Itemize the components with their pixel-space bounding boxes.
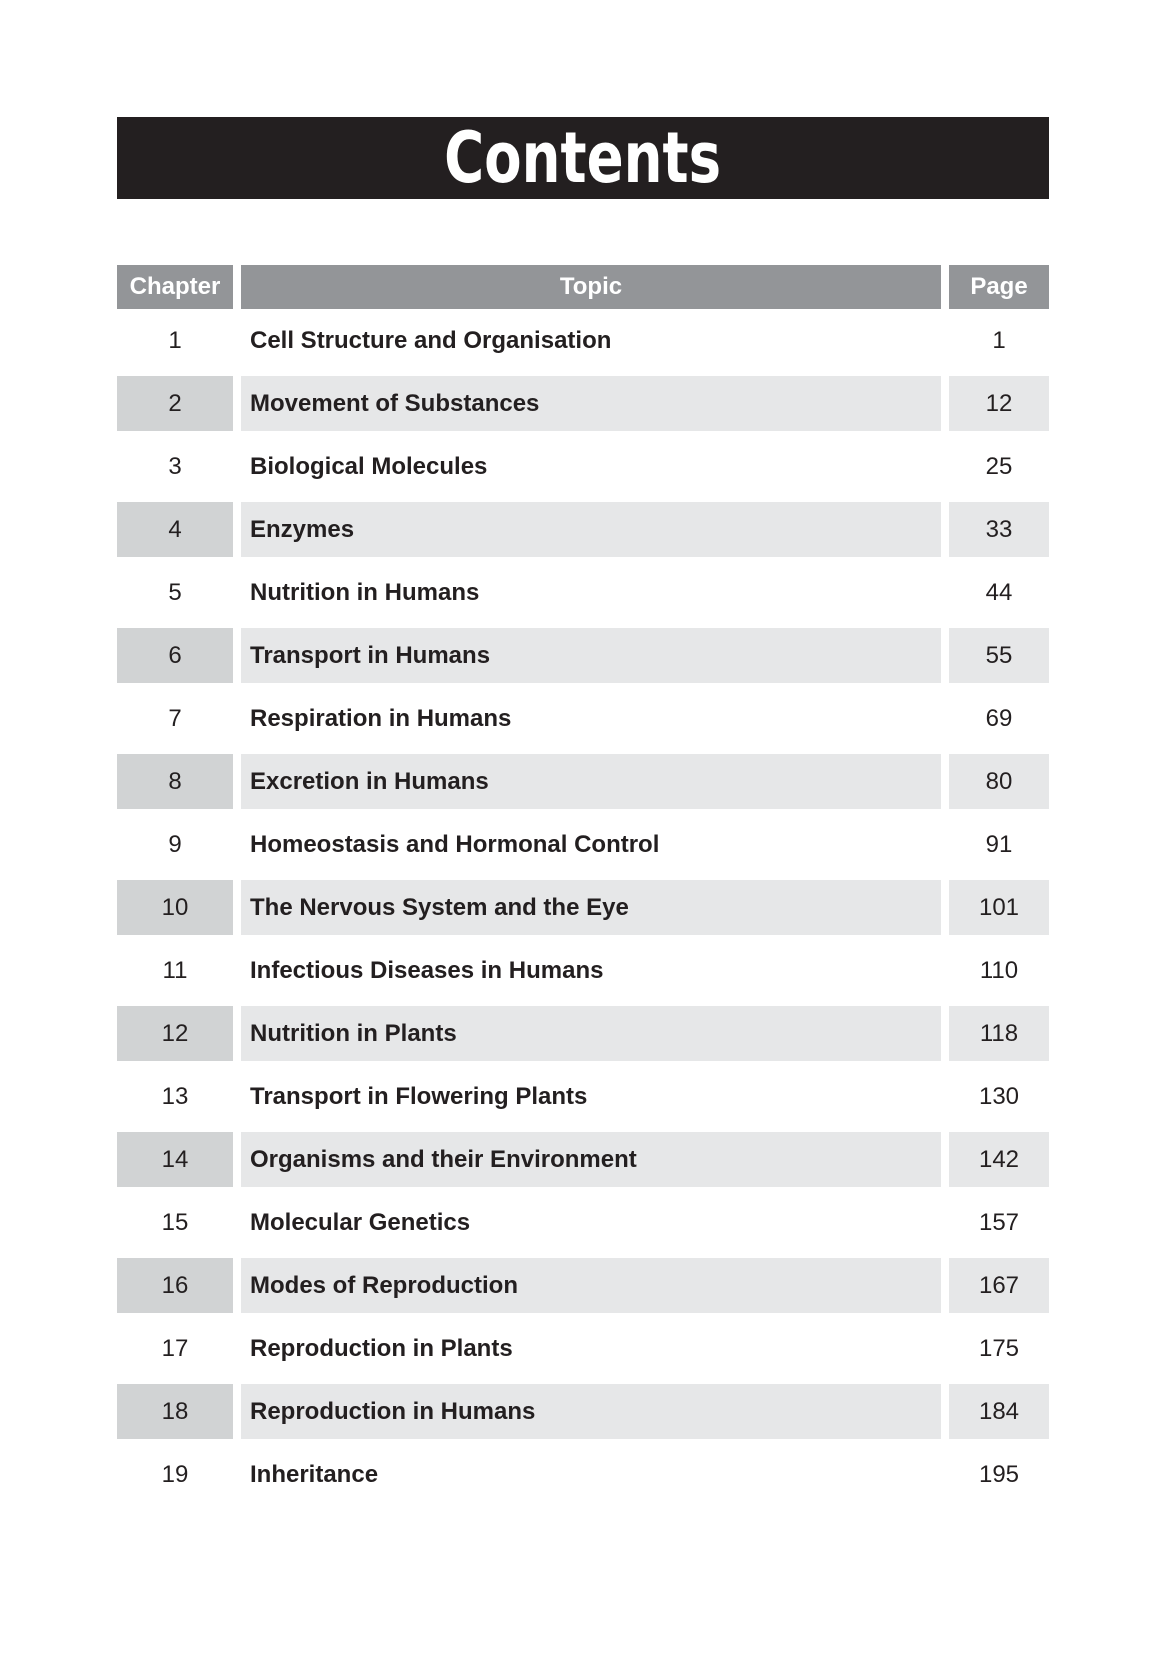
table-row [117, 624, 1049, 687]
topic-title: Molecular Genetics [250, 1208, 471, 1236]
chapter-number: 7 [168, 704, 182, 732]
topic-title: Movement of Substances [241, 376, 941, 431]
page-number: 142 [949, 1132, 1049, 1187]
page-title: Contents [444, 117, 722, 199]
table-row [117, 561, 1049, 624]
table-row [117, 1443, 1049, 1506]
chapter-number: 10 [117, 880, 233, 935]
table-row [117, 939, 1049, 1002]
page-number: 101 [949, 880, 1049, 935]
page-number: 44 [985, 578, 1013, 606]
topic-title: Respiration in Humans [250, 704, 512, 732]
table-row [117, 687, 1049, 750]
chapter-number: 9 [168, 830, 182, 858]
page-number: 69 [985, 704, 1013, 732]
chapter-number: 13 [161, 1082, 189, 1110]
chapter-number: 14 [117, 1132, 233, 1187]
page-number: 80 [949, 754, 1049, 809]
chapter-number: 2 [117, 376, 233, 431]
page-number: 118 [949, 1006, 1049, 1061]
page-number: 167 [949, 1258, 1049, 1313]
chapter-number: 19 [161, 1460, 189, 1488]
table-row [117, 1254, 1049, 1317]
table-row [117, 372, 1049, 435]
page-number: 33 [949, 502, 1049, 557]
chapter-number: 5 [168, 578, 182, 606]
topic-title: Excretion in Humans [241, 754, 941, 809]
table-row [117, 1065, 1049, 1128]
topic-title: Homeostasis and Hormonal Control [250, 830, 660, 858]
topic-title: Nutrition in Plants [241, 1006, 941, 1061]
table-row [117, 1128, 1049, 1191]
topic-title: Transport in Flowering Plants [250, 1082, 588, 1110]
header-page: Page [949, 265, 1049, 309]
header-chapter: Chapter [117, 265, 233, 309]
page-number: 195 [978, 1460, 1020, 1488]
chapter-number: 18 [117, 1384, 233, 1439]
page-number: 130 [978, 1082, 1020, 1110]
topic-title: Enzymes [241, 502, 941, 557]
chapter-number: 11 [162, 956, 188, 984]
page-number: 157 [978, 1208, 1020, 1236]
topic-title: The Nervous System and the Eye [241, 880, 941, 935]
topic-title: Reproduction in Plants [250, 1334, 513, 1362]
table-row [117, 1002, 1049, 1065]
header-topic: Topic [241, 265, 941, 309]
page-number: 1 [992, 326, 1006, 354]
topic-title: Infectious Diseases in Humans [250, 956, 604, 984]
chapter-number: 8 [117, 754, 233, 809]
table-row [117, 876, 1049, 939]
topic-title: Nutrition in Humans [250, 578, 480, 606]
page-number: 184 [949, 1384, 1049, 1439]
topic-title: Cell Structure and Organisation [250, 326, 612, 354]
table-row [117, 750, 1049, 813]
table-row [117, 1191, 1049, 1254]
topic-title: Biological Molecules [250, 452, 488, 480]
table-row [117, 1317, 1049, 1380]
chapter-number: 1 [168, 326, 182, 354]
page-number: 110 [979, 956, 1019, 984]
page-number: 55 [949, 628, 1049, 683]
page-number: 175 [978, 1334, 1020, 1362]
chapter-number: 3 [168, 452, 182, 480]
table-row [117, 309, 1049, 372]
topic-title: Organisms and their Environment [241, 1132, 941, 1187]
topic-title: Inheritance [250, 1460, 379, 1488]
page-number: 12 [949, 376, 1049, 431]
topic-title: Transport in Humans [241, 628, 941, 683]
chapter-number: 16 [117, 1258, 233, 1313]
table-body [117, 309, 1049, 1506]
contents-table [117, 265, 1049, 1506]
topic-title: Modes of Reproduction [241, 1258, 941, 1313]
page-number: 91 [985, 830, 1013, 858]
chapter-number: 12 [117, 1006, 233, 1061]
table-header [117, 265, 1049, 309]
table-row [117, 435, 1049, 498]
table-row [117, 813, 1049, 876]
chapter-number: 17 [161, 1334, 189, 1362]
chapter-number: 15 [161, 1208, 189, 1236]
chapter-number: 6 [117, 628, 233, 683]
table-row [117, 498, 1049, 561]
page-number: 25 [985, 452, 1013, 480]
topic-title: Reproduction in Humans [241, 1384, 941, 1439]
contents-title-bar [117, 117, 1049, 199]
table-row [117, 1380, 1049, 1443]
chapter-number: 4 [117, 502, 233, 557]
